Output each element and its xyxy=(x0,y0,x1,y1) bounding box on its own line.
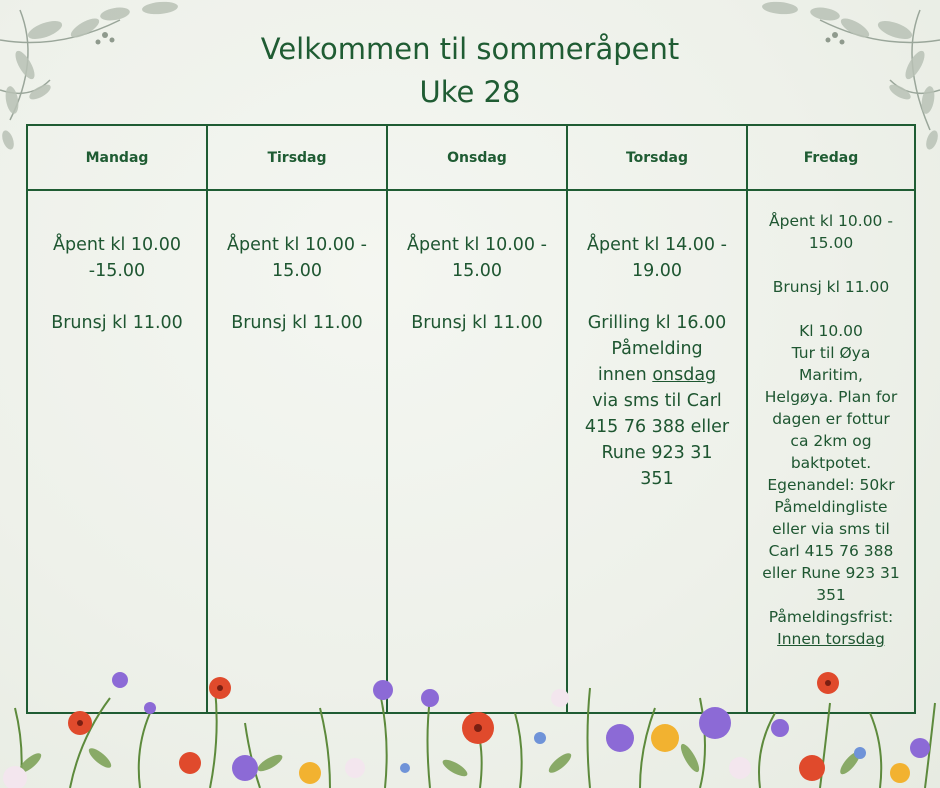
cell-line: Brunsj kl 11.00 xyxy=(231,313,363,333)
cell-line: 351 xyxy=(640,469,674,489)
day-cell-thursday xyxy=(567,190,747,713)
cell-line: Påmeldingsfrist: xyxy=(768,608,894,626)
line-gap xyxy=(760,254,902,276)
cell-line: Påmeldingliste xyxy=(774,498,888,516)
cell-line: Helgøya. Plan for xyxy=(764,388,898,406)
title-line-1: Velkommen til sommeråpent xyxy=(260,32,680,66)
cell-line: 415 76 388 eller xyxy=(584,417,730,437)
underlined-day-text: onsdag xyxy=(652,365,717,385)
day-cell-tuesday xyxy=(207,190,387,713)
cell-line: Egenandel: 50kr xyxy=(767,476,895,494)
cell-line: dagen er fottur xyxy=(772,410,890,428)
cell-line: Påmelding xyxy=(611,339,703,359)
line-gap xyxy=(220,284,374,310)
cell-line: Carl 415 76 388 xyxy=(768,542,894,560)
cell-line: 351 xyxy=(816,586,846,604)
cell-line: via sms til Carl xyxy=(592,391,722,411)
day-cell-monday xyxy=(27,190,207,713)
wildflower-border-icon xyxy=(0,668,940,788)
cell-line: 15.00 xyxy=(451,261,503,281)
page-title xyxy=(0,28,940,114)
cell-line: 19.00 xyxy=(631,261,683,281)
cell-line: -15.00 xyxy=(88,261,146,281)
day-cell-friday xyxy=(747,190,915,713)
line-gap xyxy=(400,284,554,310)
title-line-2: Uke 28 xyxy=(419,75,521,109)
cell-line: Kl 10.00 xyxy=(799,322,863,340)
day-header-monday: Mandag xyxy=(27,125,207,190)
table-header-row xyxy=(27,125,915,190)
week-schedule-table xyxy=(26,124,916,714)
line-gap xyxy=(580,284,734,310)
day-cell-wednesday xyxy=(387,190,567,713)
cell-line: Brunsj kl 11.00 xyxy=(772,278,890,296)
cell-line: Innen torsdag xyxy=(777,630,885,648)
cell-line: Brunsj kl 11.00 xyxy=(411,313,543,333)
cell-line xyxy=(580,362,734,388)
cell-line: Åpent kl 10.00 - xyxy=(227,235,367,255)
cell-line: Maritim, xyxy=(799,366,863,384)
day-header-friday: Fredag xyxy=(747,125,915,190)
cell-line: Tur til Øya xyxy=(791,344,871,362)
day-header-thursday: Torsdag xyxy=(567,125,747,190)
line-gap xyxy=(760,298,902,320)
cell-line: Åpent kl 10.00 - xyxy=(769,212,893,230)
cell-line: eller via sms til xyxy=(772,520,890,538)
cell-line: Grilling kl 16.00 xyxy=(587,313,727,333)
cell-text: innen xyxy=(597,365,647,385)
cell-line: Åpent kl 14.00 - xyxy=(587,235,727,255)
cell-line: Brunsj kl 11.00 xyxy=(51,313,183,333)
cell-line: Åpent kl 10.00 - xyxy=(407,235,547,255)
cell-line: 15.00 xyxy=(808,234,854,252)
cell-line: Åpent kl 10.00 xyxy=(52,235,182,255)
cell-line: 15.00 xyxy=(271,261,323,281)
cell-line: eller Rune 923 31 xyxy=(762,564,900,582)
table-row xyxy=(27,190,915,713)
cell-line: ca 2km og xyxy=(790,432,872,450)
cell-line: Rune 923 31 xyxy=(601,443,713,463)
line-gap xyxy=(40,284,194,310)
cell-line: baktpotet. xyxy=(790,454,872,472)
day-header-tuesday: Tirsdag xyxy=(207,125,387,190)
day-header-wednesday: Onsdag xyxy=(387,125,567,190)
